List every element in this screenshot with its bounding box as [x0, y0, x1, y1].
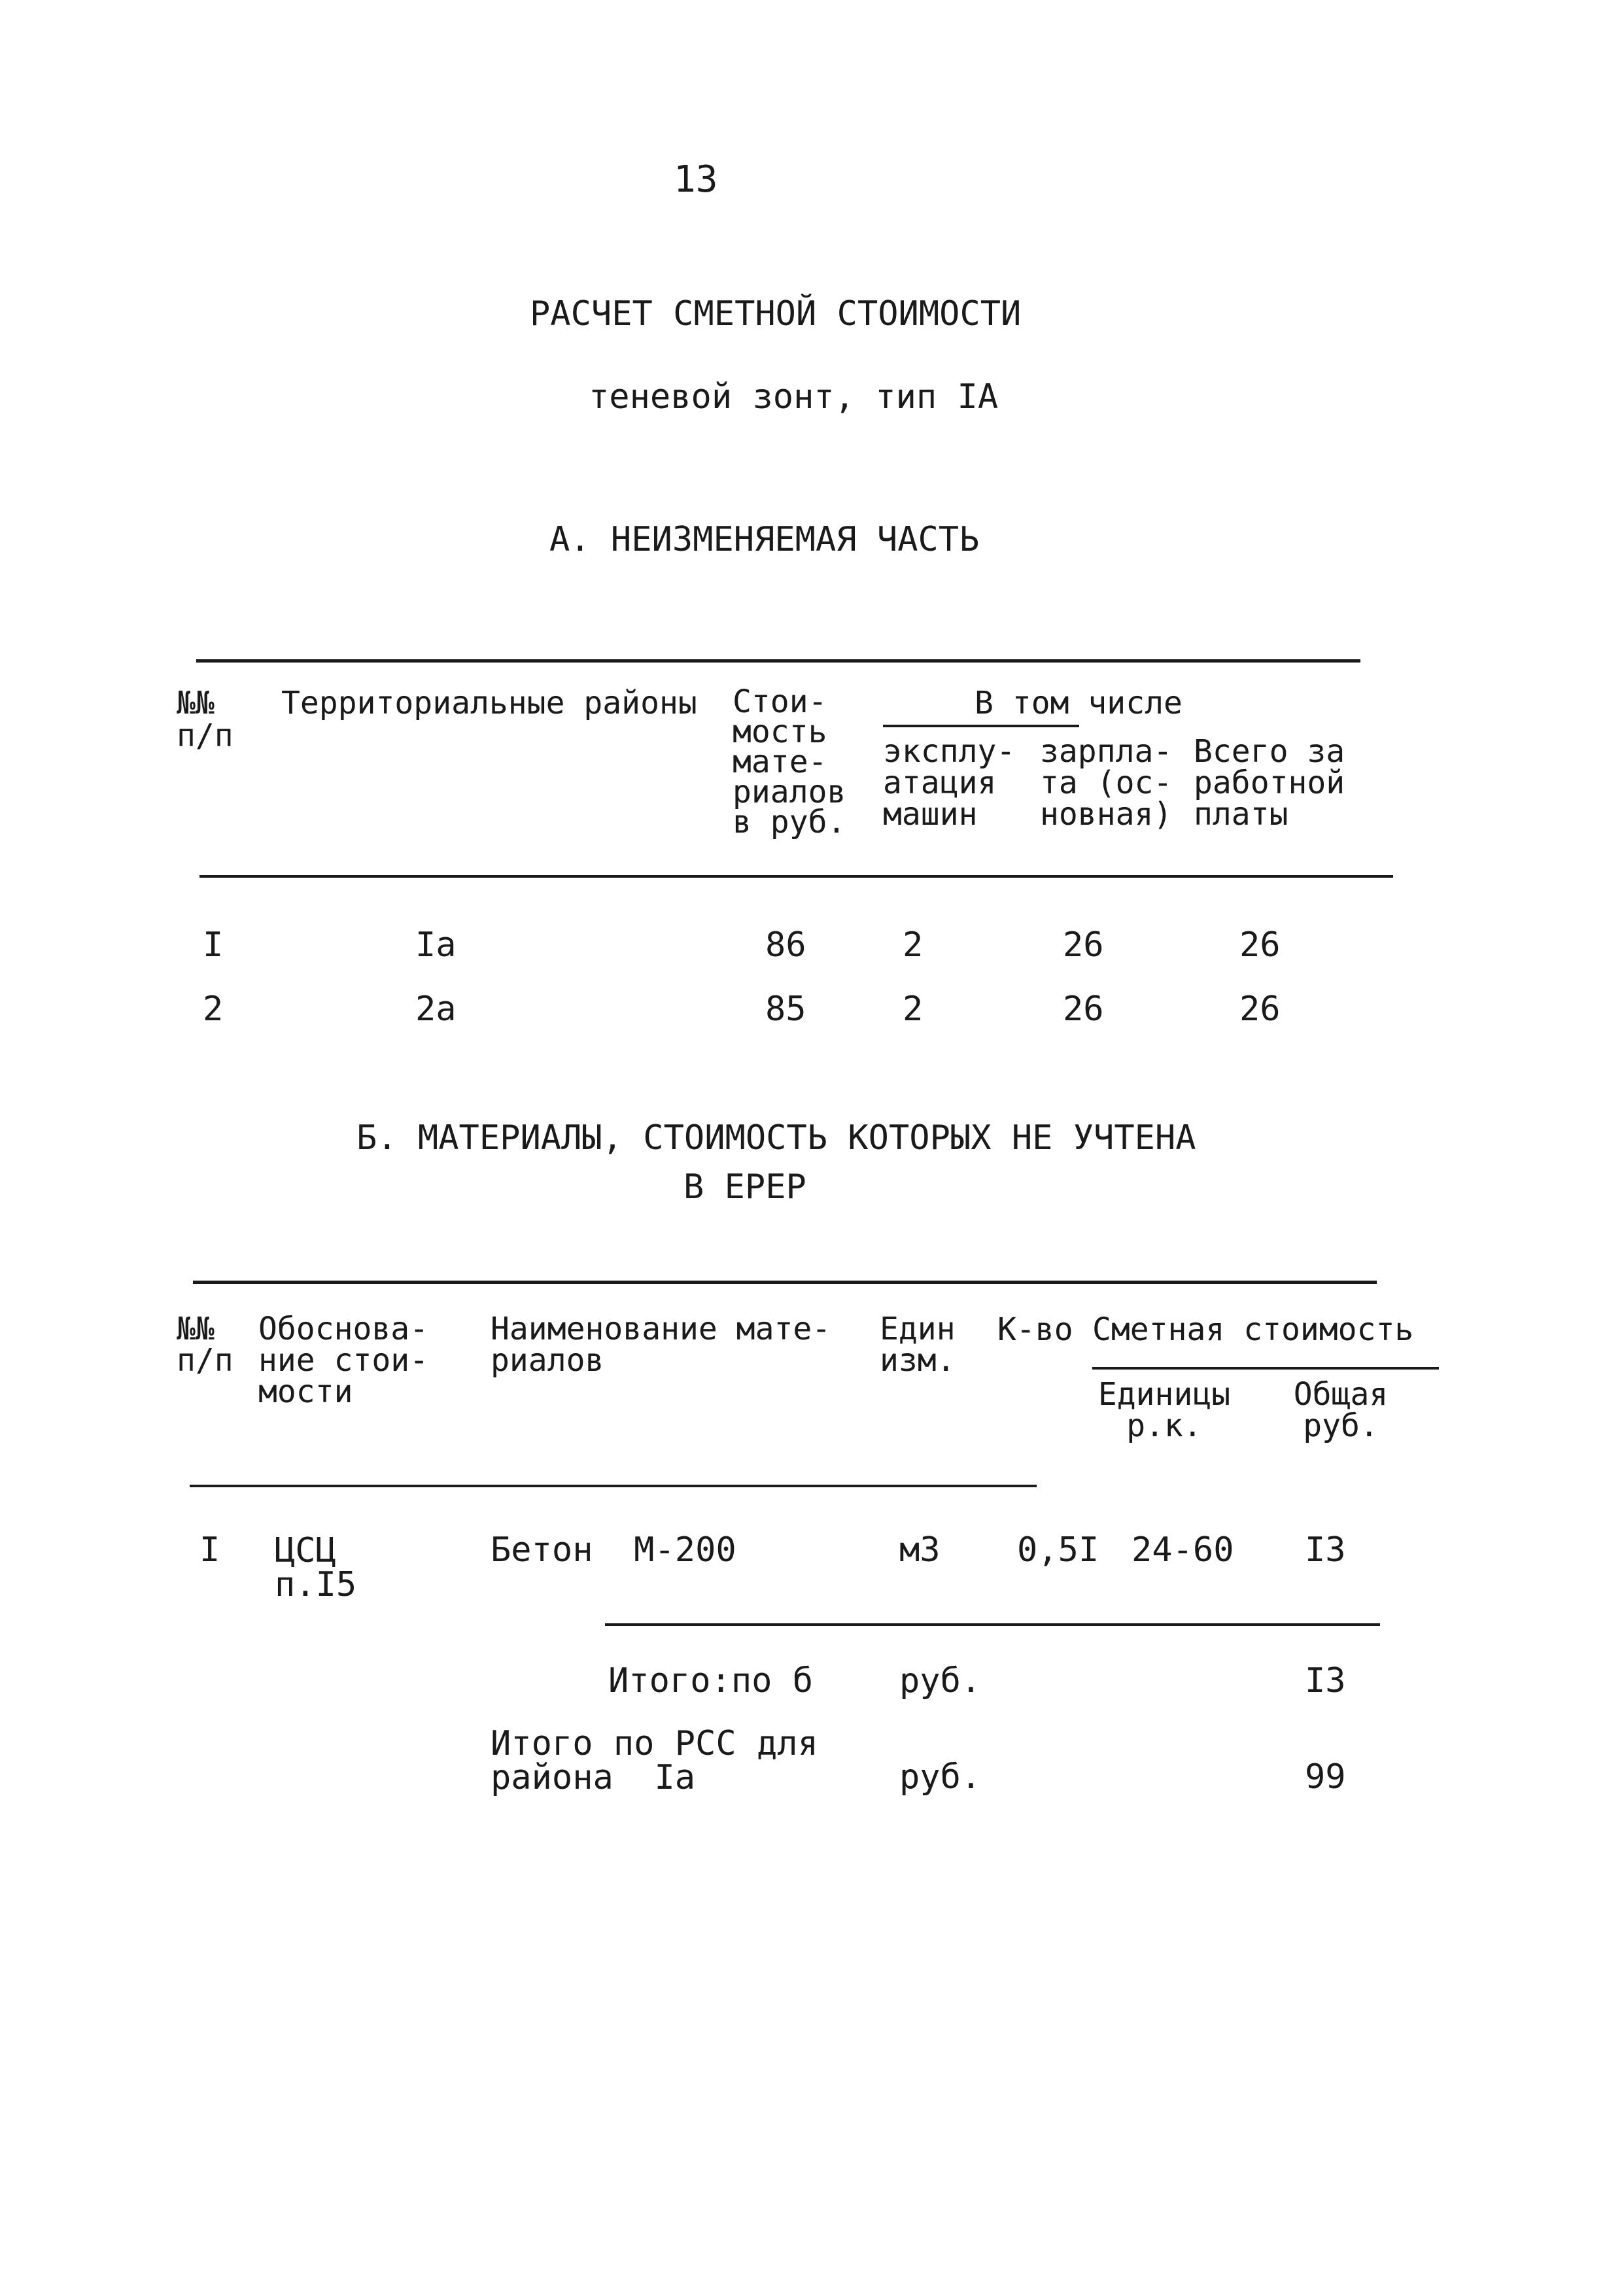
row-materials: 86 [765, 925, 806, 965]
col-basis-header: Обоснова- ние стои- мости [258, 1311, 429, 1410]
section-a-top-rule [196, 659, 1360, 663]
col-unit-cost-header: Единицы р.к. [1097, 1376, 1231, 1444]
row-total-cost: I3 [1305, 1530, 1346, 1570]
col-wage-header: зарпла- та (ос- новная) [1040, 733, 1173, 833]
document-title: РАСЧЕТ СМЕТНОЙ СТОИМОСТИ [530, 294, 1022, 334]
section-a-heading: А. НЕИЗМЕНЯЕМАЯ ЧАСТЬ [549, 520, 980, 559]
row-wage: 26 [1063, 990, 1104, 1029]
row-qty: 0,5I [1017, 1530, 1099, 1570]
total-rss-value: 99 [1305, 1757, 1346, 1797]
row-unit: м3 [899, 1530, 941, 1570]
row-unit-cost: 24-60 [1132, 1530, 1234, 1570]
incl-underline [883, 725, 1079, 727]
row-total-wage: 26 [1239, 925, 1281, 965]
row-region: Iа [415, 925, 457, 965]
row-num: I [199, 1530, 220, 1570]
row-material-name: Бетон М-200 [491, 1530, 736, 1570]
row-machines: 2 [903, 925, 924, 965]
col-regions-header: Территориальные районы [281, 685, 697, 721]
section-b-heading: Б. МАТЕРИАЛЫ, СТОИМОСТЬ КОТОРЫХ НЕ УЧТЕНА [356, 1118, 1196, 1158]
total-b-label: Итого:по б [608, 1661, 814, 1700]
row-region: 2а [415, 990, 457, 1029]
section-b-header-rule [190, 1485, 1037, 1487]
cost-underline [1092, 1367, 1439, 1370]
col-materials-header: Стои- мость мате- риалов в руб. [733, 683, 846, 840]
row-num: 2 [203, 990, 224, 1029]
col-incl-header: В том числе [975, 685, 1183, 721]
col-total-cost-header: Общая руб. [1293, 1376, 1389, 1444]
section-b-top-rule [193, 1281, 1377, 1284]
row-materials: 85 [765, 990, 806, 1029]
col-unit-header: Един изм. [880, 1311, 956, 1379]
col-num-header: №№ п/п [177, 1311, 233, 1379]
row-total-wage: 26 [1239, 990, 1281, 1029]
col-machines-header: эксплу- атация машин [883, 733, 1016, 833]
row-machines: 2 [903, 990, 924, 1029]
col-name-header: Наименование мате- риалов [491, 1311, 831, 1379]
document-subtitle: теневой зонт, тип IА [589, 377, 999, 417]
row-num: I [203, 925, 224, 965]
col-total-wage-header: Всего за работной платы [1194, 733, 1345, 833]
total-b-unit: руб. [899, 1661, 982, 1700]
total-rss-unit: руб. [899, 1757, 982, 1797]
page-number: 13 [674, 158, 718, 201]
col-num-header: №№ п/п [177, 685, 233, 754]
total-rss-label: Итого по РСС для района Iа [491, 1724, 818, 1797]
totals-rule [605, 1623, 1380, 1626]
total-b-value: I3 [1305, 1661, 1346, 1700]
col-qty-header: К-во [997, 1311, 1073, 1348]
section-a-header-rule [199, 875, 1393, 878]
row-basis: ЦСЦ п.I5 [275, 1531, 357, 1604]
col-cost-header: Сметная стоимость [1092, 1311, 1414, 1348]
row-wage: 26 [1063, 925, 1104, 965]
section-b-heading-2: В ЕРЕР [683, 1167, 806, 1207]
